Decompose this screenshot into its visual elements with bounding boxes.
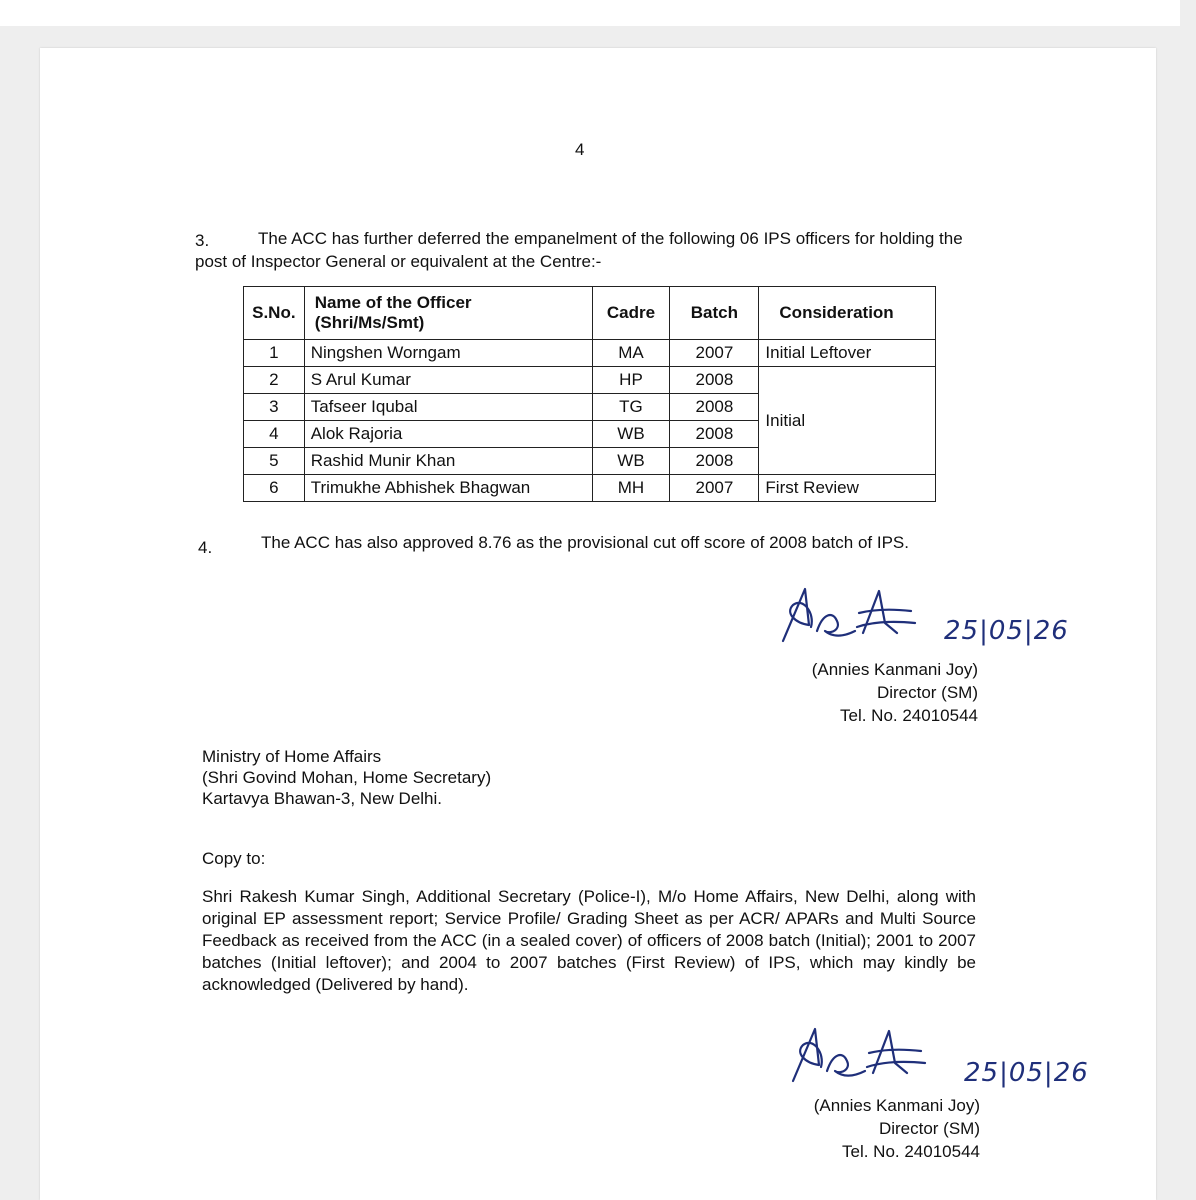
para-4-number: 4. [198,538,213,557]
addressee-line-3: Kartavya Bhawan-3, New Delhi. [202,789,443,808]
cell-consideration-initial-leftover: Initial Leftover [759,340,936,367]
table-row [244,367,936,394]
cell-name: Alok Rajoria [304,421,592,448]
cell-cadre: WB [592,448,670,475]
cell-sno: 3 [244,394,305,421]
cell-batch: 2008 [670,421,759,448]
signature-1-block [680,658,978,727]
cell-cadre: MA [592,340,670,367]
cell-consideration-initial: Initial [759,367,936,475]
document-page [40,48,1156,1200]
para-3-line-2: post of Inspector General or equivalent at the Centre:- [195,252,602,271]
cell-batch: 2008 [670,394,759,421]
cell-sno: 6 [244,475,305,502]
cell-sno: 1 [244,340,305,367]
cell-batch: 2008 [670,367,759,394]
table-header-row [244,287,936,340]
cell-batch: 2007 [670,340,759,367]
copy-to-text: Shri Rakesh Kumar Singh, Additional Secretary (Police-I), M/o Home Affairs, New Delhi, along with original EP assessment report; Service Profile/ Grading Sheet as per ACR/ APARs and Multi Source Feedback as received from the ACC (in a sealed cover) of officers of 2008 batch (Initial); 2001 to 2007 batches (Initial leftover); and 2004 to 2007 batches (First Review) of IPS, which may kindly be acknowledged (Delivered by hand). [202,887,976,994]
addressee-line-2: (Shri Govind Mohan, Home Secretary) [202,768,492,787]
signature-2-block [682,1094,980,1163]
signatory-tel: Tel. No. 24010544 [842,1142,980,1161]
top-strip [0,0,1180,26]
cell-name: S Arul Kumar [304,367,592,394]
cell-sno: 5 [244,448,305,475]
cell-cadre: WB [592,421,670,448]
cell-cadre: MH [592,475,670,502]
signature-2-date: 25|05|26 [964,1058,1089,1088]
cell-sno: 2 [244,367,305,394]
signatory-designation: Director (SM) [878,1119,980,1138]
signature-1-date: 25|05|26 [944,616,1069,646]
para-3-line-1: The ACC has further deferred the empanelment of the following 06 IPS officers for holding the [258,229,963,248]
addressee-line-1: Ministry of Home Affairs [202,747,382,766]
cell-cadre: TG [592,394,670,421]
signatory-name: (Annies Kanmani Joy) [813,1096,980,1115]
cell-sno: 4 [244,421,305,448]
table-row [244,475,936,502]
signatory-name: (Annies Kanmani Joy) [811,660,978,679]
cell-batch: 2007 [670,475,759,502]
cell-cadre: HP [592,367,670,394]
cell-name: Tafseer Iqubal [304,394,592,421]
copy-to-label: Copy to: [202,849,266,868]
table-row [244,340,936,367]
header-batch: Batch [670,287,759,340]
officers-table [243,286,936,502]
header-sno: S.No. [244,287,305,340]
header-cadre: Cadre [592,287,670,340]
para-4-text: The ACC has also approved 8.76 as the provisional cut off score of 2008 batch of IPS. [261,533,909,552]
header-consideration: Consideration [759,287,936,340]
para-3-number: 3. [195,231,210,250]
cell-batch: 2008 [670,448,759,475]
signatory-designation: Director (SM) [876,683,978,702]
header-name: Name of the Officer (Shri/Ms/Smt) [304,287,592,340]
page-number: 4 [575,140,585,159]
cell-name: Ningshen Worngam [304,340,592,367]
cell-name: Rashid Munir Khan [304,448,592,475]
signatory-tel: Tel. No. 24010544 [840,706,978,725]
cell-consideration-first-review: First Review [759,475,936,502]
signature-2-icon [785,1023,985,1093]
cell-name: Trimukhe Abhishek Bhagwan [304,475,592,502]
addressee-block [202,746,491,809]
